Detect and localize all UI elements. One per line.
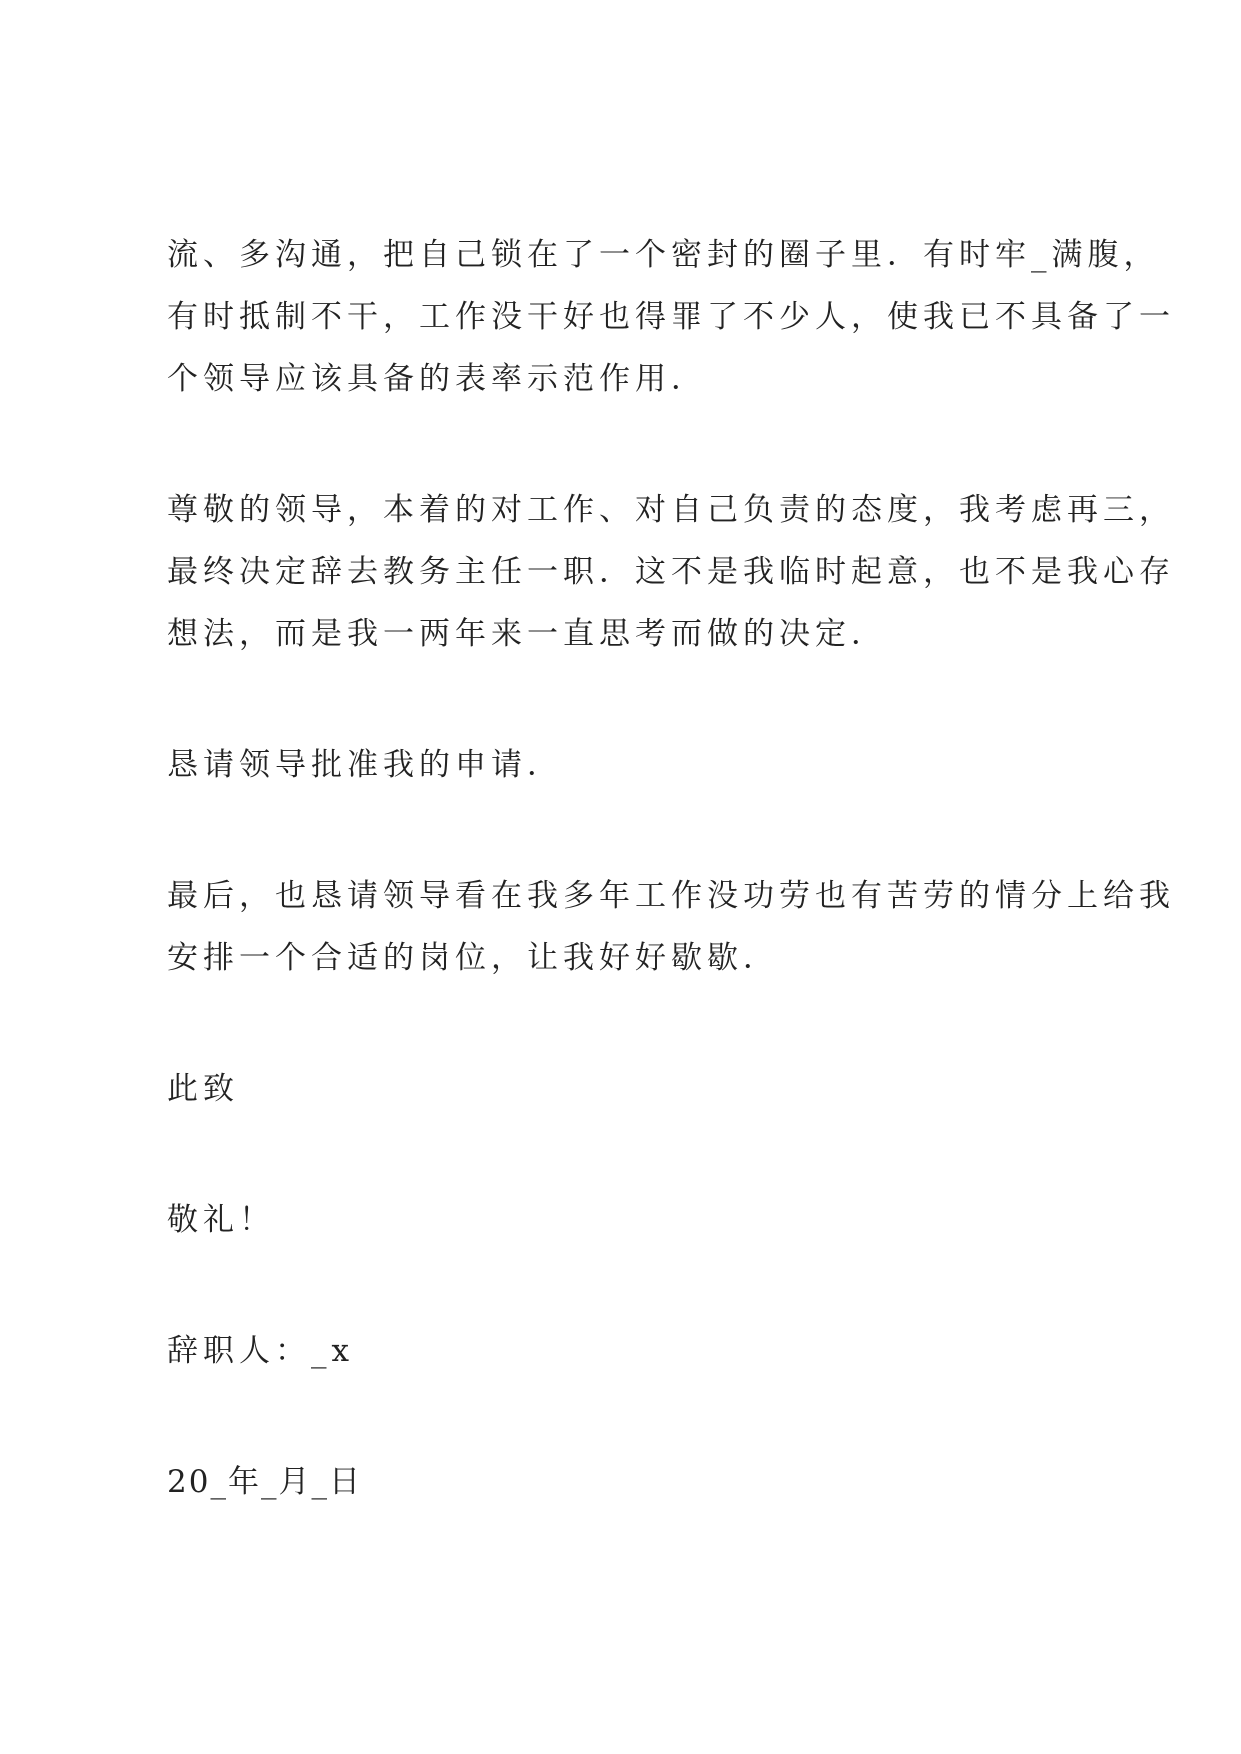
paragraph-1-line-1: 流、多沟通，把自己锁在了一个密封的圈子里．有时牢_满腹， (167, 237, 1160, 273)
signature-line: 辞职人：_x (167, 1333, 354, 1369)
paragraph-2-line-2: 最终决定辞去教务主任一职．这不是我临时起意，也不是我心存 (167, 554, 1175, 590)
paragraph-4-line-1: 最后，也恳请领导看在我多年工作没功劳也有苦劳的情分上给我 (167, 878, 1175, 914)
paragraph-1-line-3: 个领导应该具备的表率示范作用． (167, 361, 707, 397)
date-line: 20_年_月_日 (167, 1464, 362, 1500)
paragraph-4-line-2: 安排一个合适的岗位，让我好好歇歇． (167, 940, 779, 976)
paragraph-3-line-1: 恳请领导批准我的申请． (167, 747, 563, 783)
paragraph-2-line-1: 尊敬的领导，本着的对工作、对自己负责的态度，我考虑再三， (167, 492, 1175, 528)
closing-salutation: 此致 (167, 1071, 239, 1107)
closing-regards: 敬礼！ (167, 1202, 275, 1238)
paragraph-1-line-2: 有时抵制不干，工作没干好也得罪了不少人，使我已不具备了一 (167, 299, 1175, 335)
paragraph-2-line-3: 想法，而是我一两年来一直思考而做的决定． (167, 616, 887, 652)
